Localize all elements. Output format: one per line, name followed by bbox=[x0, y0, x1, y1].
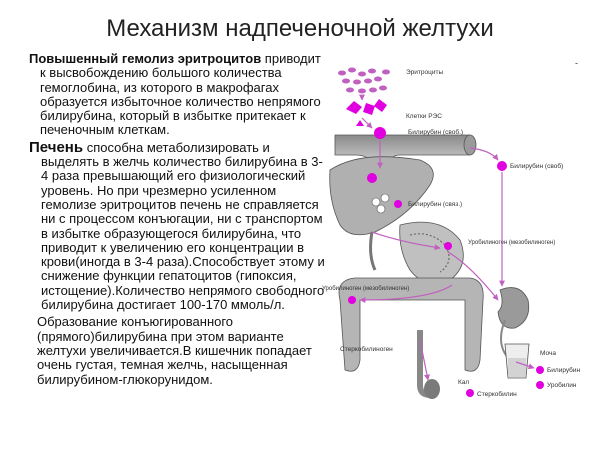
label-bilirubin-bound: Билирубин (связ.) bbox=[408, 201, 463, 208]
paragraph-text: Образование конъюгированного (прямого)билирубина при этом варианте желтухи увеличивается.В кишечник попадает очень густая, темная желчь, насыщенная билирубином-глюкорунидом. bbox=[37, 314, 312, 387]
bilirubin-free-dot bbox=[374, 127, 386, 139]
label-urine: Моча bbox=[540, 350, 556, 357]
stercobilin-dot bbox=[466, 389, 474, 397]
urine-bilirubin-dot bbox=[536, 366, 544, 374]
label-urine-bilirubin: Билирубин bbox=[547, 367, 581, 374]
slide-title: Механизм надпеченочной желтухи bbox=[106, 15, 494, 42]
label-erythrocytes: Эритроциты bbox=[406, 69, 444, 76]
bile-duct bbox=[371, 232, 375, 270]
paragraph-conjugated bbox=[29, 315, 329, 386]
stomach bbox=[400, 222, 464, 283]
label-feces: Кал bbox=[458, 379, 470, 386]
bilirubin-metabolism-diagram bbox=[318, 52, 600, 449]
paragraph-text: способна метаболизировать и выделять в желчь количество билирубина в 3-4 раза превышающий его физиологический уровень. Но при чрезмерно усиленном гемолизе эритроцитов печень не справляется ни с процессом конъюгации, ни с транспортом в избытке образующегося билирубина, что приводит к увеличению его концентрации в крови(иногда в 3-4 раза).Способствует этому и снижение функции гепатоцитов (гипоксия, истощение).Количество непрямого свободного билирубина достигает 100-170 ммоль/л. bbox=[41, 139, 325, 313]
erythrocytes-cluster bbox=[338, 68, 390, 94]
label-res-cells: Клетки РЭС bbox=[406, 113, 442, 120]
bilirubin-free-right-dot bbox=[497, 161, 507, 171]
label-bilirubin-free-right: Билирубин (своб) bbox=[510, 163, 564, 170]
feces-shape bbox=[424, 379, 440, 399]
label-stercobilin: Стеркобилин bbox=[477, 391, 517, 398]
paragraph-liver bbox=[29, 138, 329, 313]
kidney bbox=[498, 288, 529, 329]
label-stercobilinogen: Стеркобилиноген bbox=[340, 346, 393, 353]
label-urobilinogen-left: Уробилиноген (мезобилиноген) bbox=[322, 286, 410, 292]
bound-bilirubin-dot bbox=[394, 200, 402, 208]
paragraph-lead: Повышенный гемолиз эритроцитов bbox=[29, 51, 262, 66]
label-urobilinogen-mid: Уробилиноген (мезобилиноген) bbox=[468, 240, 556, 246]
paragraph-text: приводит к высвобождению большого количества гемоглобина, из которого в макрофагах образуется избыточное количество непрямого билирубина, который в избытке притекает к печеночным клеткам. bbox=[40, 51, 321, 138]
urine-urobilin-dot bbox=[536, 381, 544, 389]
liver-bilirubin-dot bbox=[367, 173, 377, 183]
text-column bbox=[29, 52, 329, 390]
label-bilirubin-free-top: Билирубин (своб.) bbox=[408, 129, 464, 136]
corner-mark: - bbox=[575, 58, 578, 68]
paragraph-lead: Печень bbox=[29, 138, 84, 156]
urobilinogen-left-dot bbox=[348, 296, 356, 304]
label-urine-urobilin: Уробилин bbox=[547, 382, 577, 389]
urobilinogen-dot bbox=[444, 242, 452, 250]
urine-glass bbox=[505, 344, 529, 378]
vessel-opening bbox=[464, 135, 476, 155]
paragraph-hemolysis bbox=[29, 52, 329, 138]
